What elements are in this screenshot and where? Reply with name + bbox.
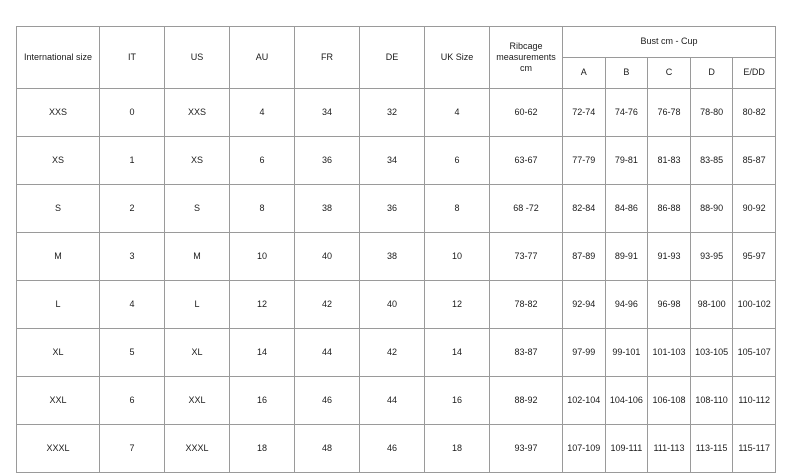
cell-au: 16 [230,377,295,425]
cell-cup-edd: 105-107 [733,329,776,377]
cell-fr: 36 [295,137,360,185]
cell-de: 44 [360,377,425,425]
table-row [17,425,776,473]
table-row [17,329,776,377]
cell-cup-c: 86-88 [648,185,691,233]
cell-cup-edd: 90-92 [733,185,776,233]
cell-ribcage: 68 -72 [490,185,563,233]
cell-uk: 6 [425,137,490,185]
cell-cup-c: 106-108 [648,377,691,425]
cell-fr: 40 [295,233,360,281]
header-bust-cup-group: Bust cm - Cup [563,27,776,58]
cell-cup-b: 84-86 [605,185,648,233]
cell-au: 18 [230,425,295,473]
header-au: AU [230,27,295,89]
cell-fr: 44 [295,329,360,377]
table-row [17,137,776,185]
header-cup-b: B [605,58,648,89]
cell-au: 14 [230,329,295,377]
cell-cup-a: 102-104 [563,377,606,425]
cell-cup-edd: 115-117 [733,425,776,473]
cell-cup-edd: 85-87 [733,137,776,185]
table-row [17,89,776,137]
cell-fr: 48 [295,425,360,473]
table-row [17,281,776,329]
cell-cup-edd: 110-112 [733,377,776,425]
cell-au: 6 [230,137,295,185]
cell-cup-b: 104-106 [605,377,648,425]
cell-us: L [165,281,230,329]
cell-cup-c: 76-78 [648,89,691,137]
header-cup-d: D [690,58,733,89]
cell-au: 8 [230,185,295,233]
cell-de: 36 [360,185,425,233]
cell-international-size: XXXL [17,425,100,473]
cell-cup-a: 82-84 [563,185,606,233]
cell-uk: 12 [425,281,490,329]
cell-uk: 16 [425,377,490,425]
cell-us: XS [165,137,230,185]
cell-us: XL [165,329,230,377]
cell-cup-d: 98-100 [690,281,733,329]
cell-ribcage: 83-87 [490,329,563,377]
cell-cup-d: 113-115 [690,425,733,473]
header-ribcage-measurements: Ribcage measurements cm [490,27,563,89]
header-it: IT [100,27,165,89]
cell-cup-c: 96-98 [648,281,691,329]
cell-de: 46 [360,425,425,473]
cell-it: 5 [100,329,165,377]
cell-uk: 14 [425,329,490,377]
cell-ribcage: 93-97 [490,425,563,473]
cell-de: 42 [360,329,425,377]
cell-de: 38 [360,233,425,281]
header-de: DE [360,27,425,89]
cell-cup-d: 103-105 [690,329,733,377]
header-cup-c: C [648,58,691,89]
cell-us: XXXL [165,425,230,473]
cell-ribcage: 60-62 [490,89,563,137]
cell-it: 2 [100,185,165,233]
cell-cup-b: 89-91 [605,233,648,281]
cell-ribcage: 73-77 [490,233,563,281]
cell-cup-d: 83-85 [690,137,733,185]
cell-international-size: XXS [17,89,100,137]
cell-fr: 46 [295,377,360,425]
cell-ribcage: 78-82 [490,281,563,329]
cell-cup-d: 78-80 [690,89,733,137]
cell-cup-d: 88-90 [690,185,733,233]
cell-international-size: XL [17,329,100,377]
cell-us: XXL [165,377,230,425]
cell-international-size: XXL [17,377,100,425]
cell-cup-b: 109-111 [605,425,648,473]
cell-cup-a: 87-89 [563,233,606,281]
cell-cup-c: 91-93 [648,233,691,281]
cell-fr: 34 [295,89,360,137]
cell-cup-a: 97-99 [563,329,606,377]
cell-cup-b: 94-96 [605,281,648,329]
cell-it: 7 [100,425,165,473]
cell-uk: 8 [425,185,490,233]
cell-us: M [165,233,230,281]
cell-international-size: XS [17,137,100,185]
header-international-size: International size [17,27,100,89]
cell-cup-edd: 95-97 [733,233,776,281]
size-conversion-table [16,26,776,473]
cell-international-size: M [17,233,100,281]
cell-it: 3 [100,233,165,281]
cell-ribcage: 88-92 [490,377,563,425]
cell-fr: 42 [295,281,360,329]
cell-it: 4 [100,281,165,329]
cell-cup-b: 99-101 [605,329,648,377]
cell-au: 10 [230,233,295,281]
table-row [17,185,776,233]
cell-cup-b: 74-76 [605,89,648,137]
cell-cup-c: 111-113 [648,425,691,473]
cell-cup-a: 107-109 [563,425,606,473]
cell-cup-a: 92-94 [563,281,606,329]
cell-cup-edd: 100-102 [733,281,776,329]
table-header [17,27,776,89]
cell-cup-c: 101-103 [648,329,691,377]
cell-uk: 10 [425,233,490,281]
cell-de: 32 [360,89,425,137]
cell-international-size: S [17,185,100,233]
cell-cup-b: 79-81 [605,137,648,185]
table-header-row-primary [17,27,776,58]
table-body [17,89,776,473]
cell-cup-a: 77-79 [563,137,606,185]
cell-au: 12 [230,281,295,329]
cell-it: 0 [100,89,165,137]
cell-it: 6 [100,377,165,425]
table-row [17,377,776,425]
cell-de: 40 [360,281,425,329]
cell-cup-edd: 80-82 [733,89,776,137]
header-cup-edd: E/DD [733,58,776,89]
cell-cup-c: 81-83 [648,137,691,185]
cell-de: 34 [360,137,425,185]
header-uk-size: UK Size [425,27,490,89]
cell-it: 1 [100,137,165,185]
cell-fr: 38 [295,185,360,233]
cell-ribcage: 63-67 [490,137,563,185]
cell-au: 4 [230,89,295,137]
table-row [17,233,776,281]
cell-us: S [165,185,230,233]
cell-cup-d: 108-110 [690,377,733,425]
cell-cup-a: 72-74 [563,89,606,137]
header-cup-a: A [563,58,606,89]
cell-uk: 18 [425,425,490,473]
header-fr: FR [295,27,360,89]
cell-cup-d: 93-95 [690,233,733,281]
cell-us: XXS [165,89,230,137]
cell-uk: 4 [425,89,490,137]
cell-international-size: L [17,281,100,329]
header-us: US [165,27,230,89]
